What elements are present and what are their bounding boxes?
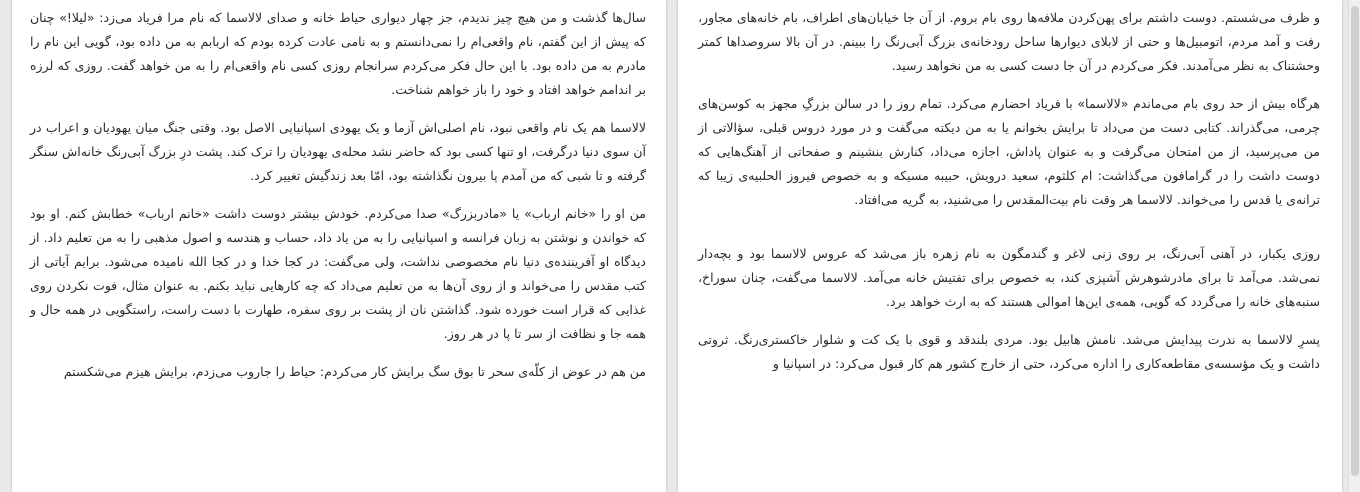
paragraph: سال‌ها گذشت و من هیچ چیز ندیدم، جز چهار دیواری حیاط خانه و صدای لالاسما که نام مرا فریاد می‌زد: «لیلا!» چنان که پیش از این گفتم، نام واقعی‌ام را نمی‌دانستم و به نامی عادت کرده بودم که اربابم به من داده بود، گویی این نام را مادرم به من داده بود. با این حال فکر می‌کردم سرانجام روزی کسی نام واقعی‌ام را به من خواهد گفت. روزی که لرزه بر اندامم خواهد افتاد و خود را باز خواهم شناخت. [30,10,646,97]
paragraph: روزی یکبار، در آهنی آبی‌رنگ، بر روی زنی لاغر و گندمگون به نام زهره باز می‌شد که عروس لالاسما بود و بچه‌دار نمی‌شد. می‌آمد تا برای مادرشوهرش آشپزی کند، به خصوص برای تفتیش خانه می‌آمد. لالاسما می‌گفت، چنان سوراخ، سنبه‌های خانه را می‌گردد که گویی، همه‌ی این‌ها اموالی هستند که به ارث خواهد برد. [698,246,1320,309]
paragraph: لالاسما هم یک نام واقعی نبود، نام اصلی‌اش آزما و یک یهودی اسپانیایی الاصل بود. وقتی جنگ میان یهودیان و اعراب در آن سوی دنیا درگرفت، او تنها کسی بود که حاضر نشد محله‌ی یهودیان را ترک کند. پشت درِ بزرگ آبی‌رنگ خانه‌اش سنگر گرفته و تا شبی که من آمدم پا بیرون نگذاشته بود، امّا بعد زندگیش تغییر کرد. [30,120,646,183]
paragraph: پسرِ لالاسما به ندرت پیدایش می‌شد. نامش هابیل بود. مردی بلندقد و قوی با یک کت و شلوار خاکستری‌رنگ. ثروتی داشت و یک مؤسسه‌ی مقاطعه‌کاری را اداره می‌کرد، حتی از خارج کشور هم کار قبول می‌کرد: در اسپانیا و [698,332,1320,371]
paragraph: من او را «خانم ارباب» یا «مادربزرگ» صدا می‌کردم. خودش بیشتر دوست داشت «خانم ارباب» خطابش کنم. او بود که خواندن و نوشتن به زبان فرانسه و اسپانیایی را به من یاد داد، حساب و هندسه و اصول مذهبی را به من تعلیم داد. از دیدگاه او آفریننده‌ی دنیا نام مخصوصی نداشت، ولی می‌گفت: در کجا خدا و در کجا الله نامیده می‌شود. برایم آیاتی از کتب مقدس را می‌خواند و از روی آن‌ها به من تعلیم می‌داد که چه کارهایی نباید بکنم. به عنوان مثال، فوت نکردن روی غذایی که قرار است خورده شود. گذاشتن نان از پشت بر روی سفره، طهارت با دست راست، راستگویی در همه حال و همه جا و نظافت از سر تا پا در هر روز. [30,206,646,341]
left-page [12,0,666,492]
paragraph: هرگاه بیش از حد روی بام می‌ماندم «لالاسما» با فریاد احضارم می‌کرد. تمام روز را در سالن بزرگِ مجهز به کوسن‌های چرمی، می‌گذراند. کتابی دست من می‌داد تا برایش بخوانم یا به من دیکته می‌گفت و در مورد دروس قبلی، سؤالاتی از من می‌پرسید، از من امتحان می‌گرفت و به عنوان پاداش، اجازه می‌داد، کنارش بنشینم و صفحاتی از آهنگ‌هایی که دوست داشت را در گرامافون می‌گذاشت: ام کلثوم، سعید درویش، حبیبه مسیکه و به خصوص فیروز الحلبیه‌ی زیبا که ترانه‌ی یا قدس را می‌خواند. لالاسما هر وقت نام بیت‌المقدس را می‌شنید، به گریه می‌افتاد. [698,96,1320,207]
paragraph: و ظرف می‌شستم. دوست داشتم برای پهن‌کردن ملافه‌ها روی بام بروم. از آن جا خیابان‌های اطراف، بام خانه‌های مجاور، رفت و آمد مردم، اتومبیل‌ها و حتی از لابلای دیوارها ساحل رودخانه‌ی بزرگ آبی‌رنگ را ببینم. در آن بالا سروصداها کمتر وحشتناک به نظر می‌آمدند. فکر می‌کردم در آن جا دست کسی به من نخواهد رسید. [698,10,1320,73]
scrollbar-thumb[interactable] [1351,6,1359,476]
right-page [678,0,1342,492]
vertical-scrollbar[interactable] [1348,0,1360,492]
paragraph: من هم در عوض از کلّه‌ی سحر تا بوق سگ برایش کار می‌کردم: حیاط را جاروب می‌زدم، برایش هیزم می‌شکستم [63,364,646,379]
